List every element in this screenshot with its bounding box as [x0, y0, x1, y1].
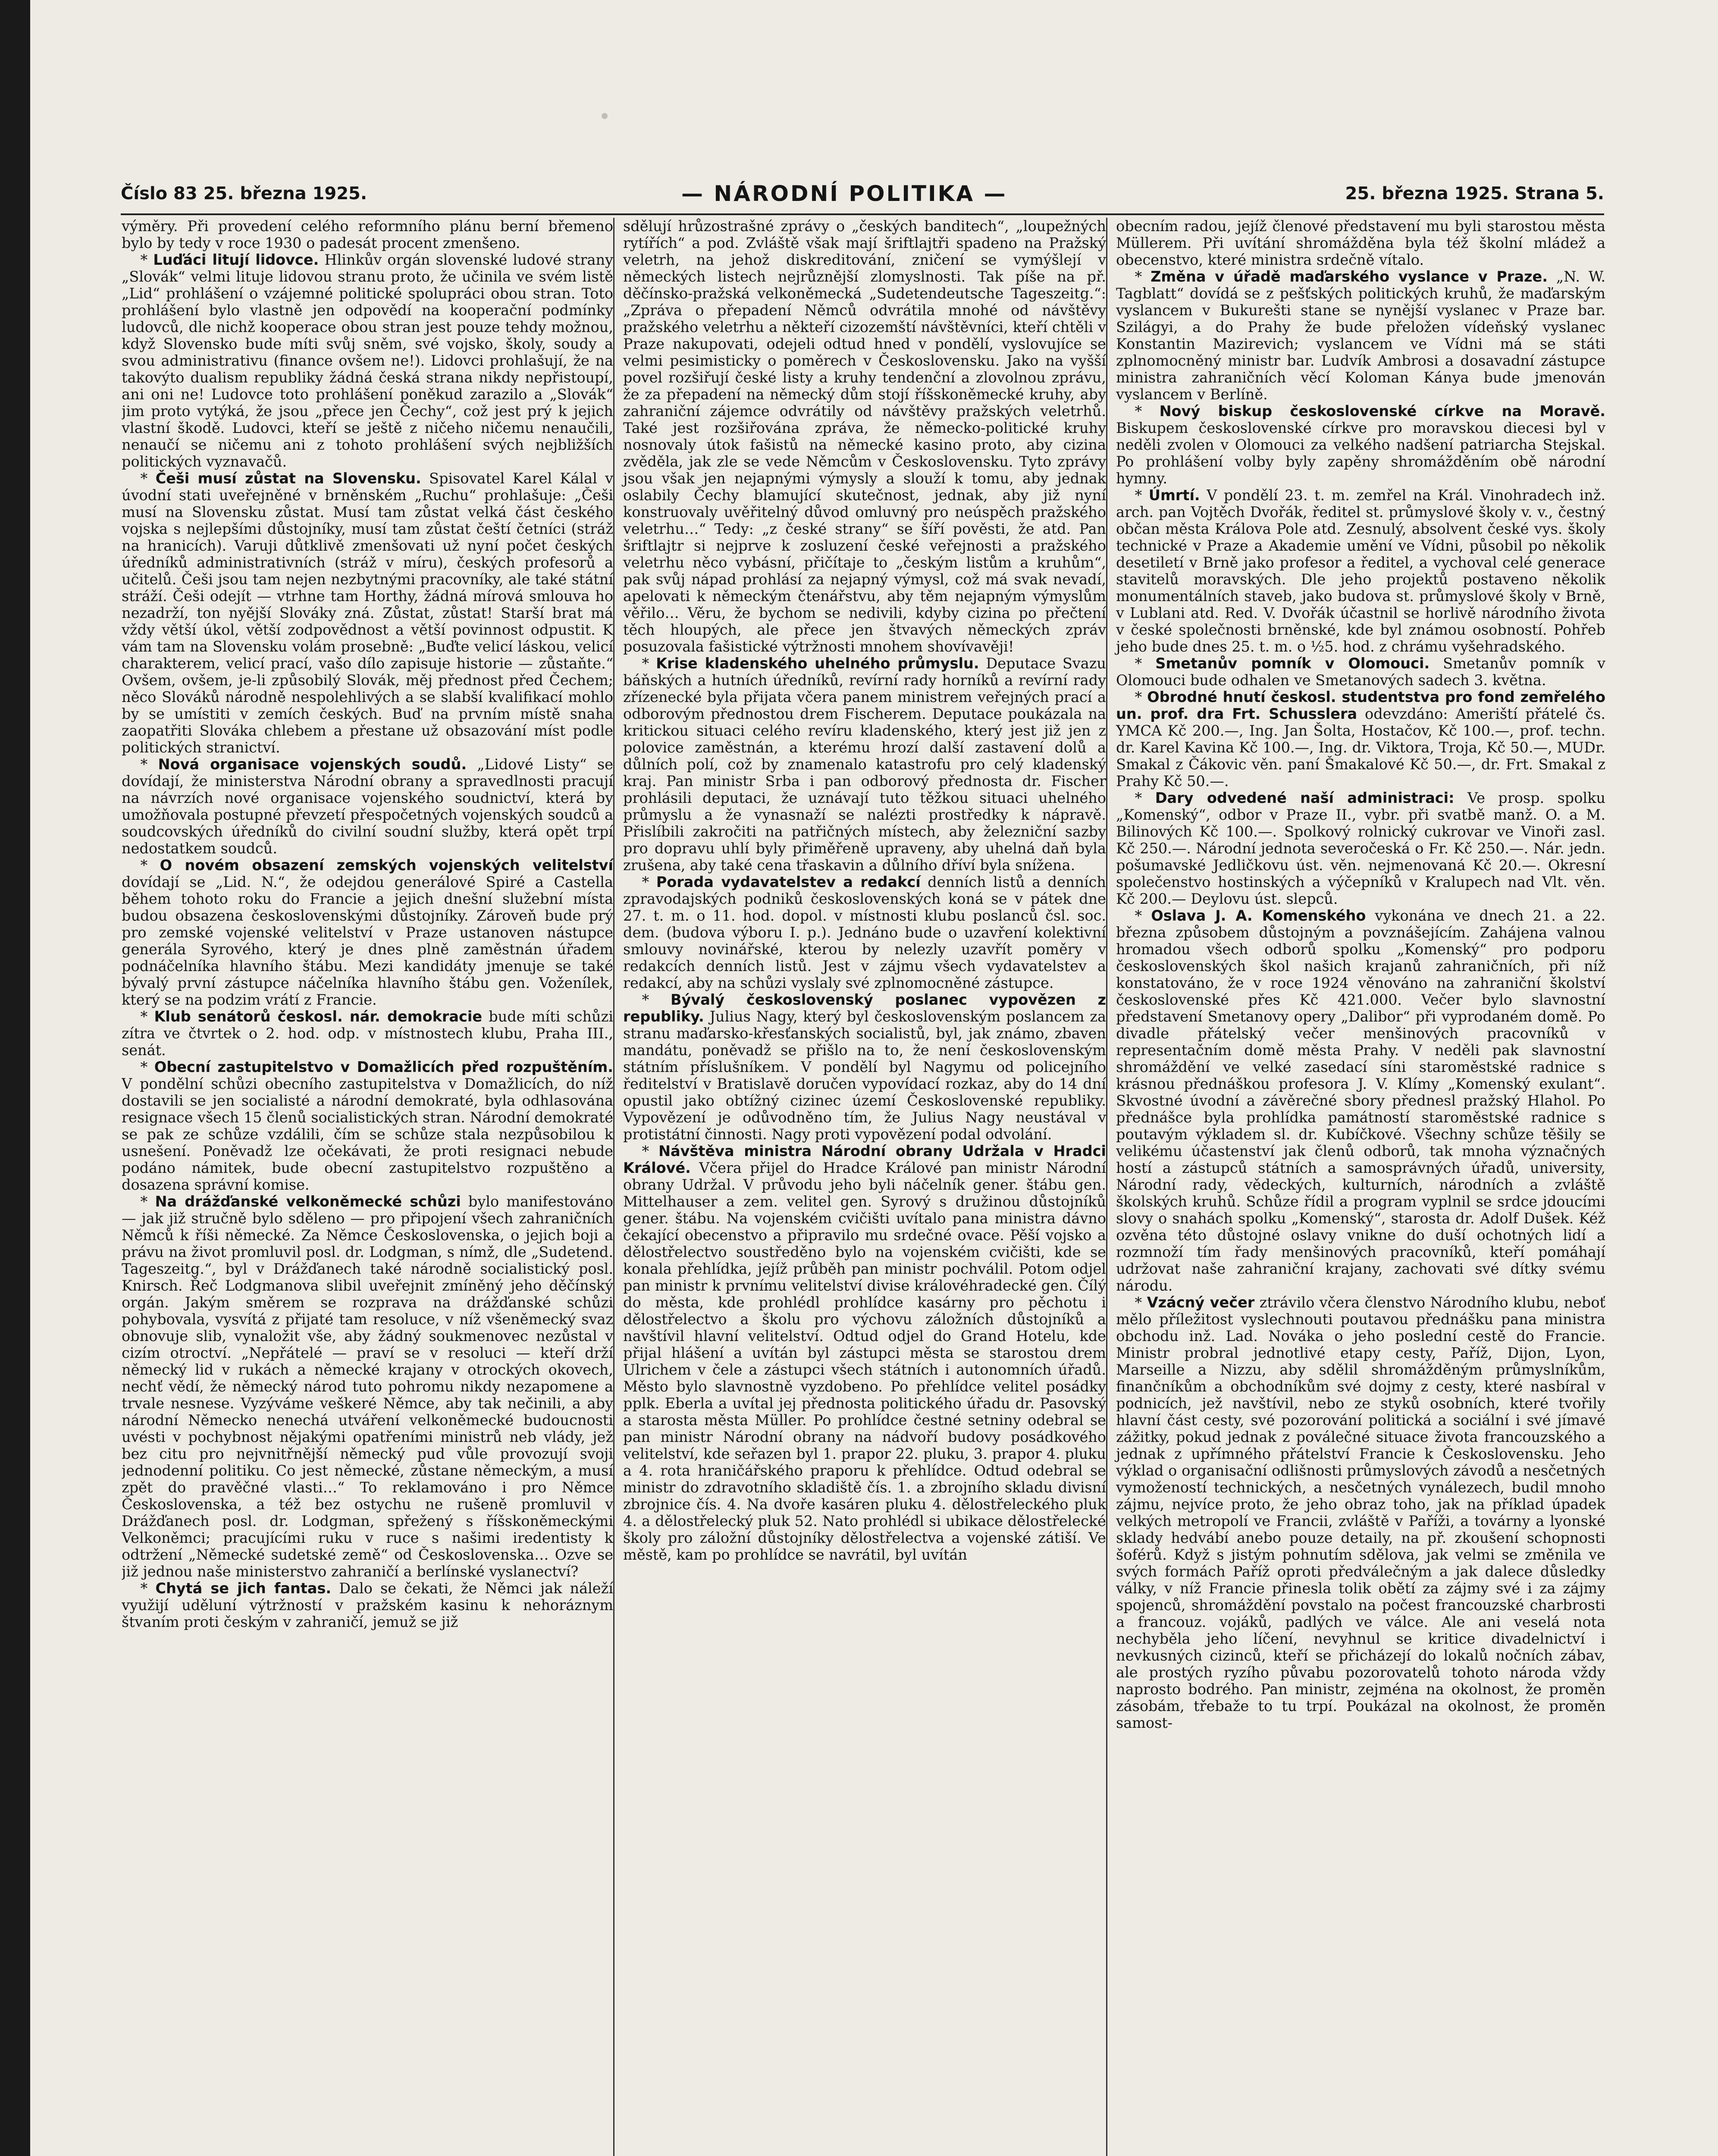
article-text: ztrávilo včera členstvo Národního klubu, neboť mělo příležitost vyslechnouti poutavou přednášku pana ministra obchodu inž. Lad. Nováka o jeho poslední cestě do Francie. Ministr probral jednotlivé etapy cesty, Paříž, Dijon, Lyon, Marseille a Nizzu, aby sdělil shromážděným průmyslníkům, finančníkům a obchodníkům své dojmy z cesty, které nasbíral v podnicích, jež navštívil, nebo ze styků osobních, které tvořily hlavní část cesty, své pozorování politická a sociální i své jímavé zážitky, pokud jednak z poválečné situace života francouzského a jednak z upřímného přátelství Francie k Československu. Jeho výklad o organisační odlišnosti průmyslových závodů a nesčetných vymožeností technických, a nesčetných vynálezech, budil mnoho zájmu, nejvíce proto, že jeho obraz toho, jak na příklad úpadek velkých metropolí ve Francii, zvláště v Paříži, a továrny a lyonské sklady hedvábí anebo pouze detaily, na př. zkoušení schopnosti šoférů. Když s jistým pohnutím sdělova, jak velmi se změnila ve svých formách Paříž oproti předválečným a jak dalece důsledky války, v níž Francie přinesla tolik obětí za zájmy své i za zájmy spojenců, shromáždění povstalo na počest francouzské charbrosti a francouz. vojáků, padlých ve válce. Ale ani veselá nota nechyběla jeho líčení, nevyhnul se kritice divadelnictví i nevkusných cizinců, kteří se přicházejí do lokalů nočních zábav, ale prostých ryzího půvabu pozorovatelů tohoto národa vždy naprosto bodrého. Pan ministr, zejména na okolnost, že proměn zásobám, třebaže to tu trpí. Poukázal na okolnost, že proměn samost- — [1116, 1294, 1605, 1731]
article-text: Ve prosp. spolku „Komenský“, odbor v Praze II., vybr. při svatbě manž. O. a M. Bilinových Kč 100.—. Spolkový rolnický cukrovar ve Vinoři zasl. Kč 250.—. Národní jednota severočeská o Fr. Kč 250.—. Nár. jedn. pošumavské Jedličkovu úst. věn. nejmenovaná Kč 20.—. Okresní společenstvo hostinských a výčepníků v Kralupech nad Vlt. věn. Kč 200.— Deylovu úst. slepců. — [1116, 790, 1605, 907]
article-text: vykonána ve dnech 21. a 22. března způsobem důstojným a povznášejícím. Zahájena valnou hromadou všech odborů spolku „Komenský“ pro podporu československých škol našich krajanů zahraničních, při níž konstatováno, že v roce 1924 věnováno na zahraniční školství československé přes Kč 421.000. Večer bylo slavnostní představení Smetanovy opery „Dalibor“ při vyprodaném domě. Po divadle přátelský večer menšinových pracovníků v representačním domě města Prahy. V neděli pak slavnostní shromáždění ve velké zasedací síni staroměstské radnice s krásnou přednáškou profesora J. V. Klímy „Komenský exulant“. Skvostné úvodní a závěrečné sbory přednesl pražský Hlahol. Po přednášce byla prohlídka památností staroměstské radnice s poutavým výkladem sl. dr. Kubíčkové. Všechny schůze těšily se velikému účastenství jak členů odborů, tak mnoha význačných hostí a zástupců státních a samosprávných úřadů, university, Národní rady, vědeckých, kulturních, národních a zvláště školských kruhů. Schůze řídil a program vyplnil se srdce jdoucími slovy o snahách spolku „Komenský“, starosta dr. Adolf Dušek. Kéž ozvěna této důstojné oslavy vnikne do duší ochotných lidí a rozmnoží tím řady menšinových pracovníků, kteří pomáhají udržovat naše zahraniční krajany, zachovati své dítky svému národu. — [1116, 907, 1605, 1294]
article-heading: O novém obsazení zemských vojenských velitelství — [160, 857, 613, 874]
article-text: bylo manifestováno — jak již stručně bylo sděleno — pro připojení všech zahraničních Němců k říši německé. Za Němce Československa, o jejich boji a právu na život promluvil posl. dr. Lodgman, s nímž, dle „Sudetend. Tageszeitg.“, byl v Drážďanech také národně socialistický posl. Knirsch. Řeč Lodgmanova slibil uveřejnit zmíněný jeho děčínský orgán. Jakým směrem se rozprava na drážďanské schůzi pohybovala, vysvítá z přijaté tam resoluce, v níž všeněmecký svaz obnovuje slib, vynaložit vše, aby žádný soukmenovec nezůstal v cizím otroctví. „Nepřátelé — praví se v resoluci — kteří drží německý lid v rukách a německé krajany v otrockých okovech, nechť vědí, že německý národ tuto pohromu nikdy nezapomene a trvale nesnese. Vyzýváme veškeré Němce, aby tak nečinili, a aby národní Německo nenechá utváření velkoněmecké budoucnosti uvésti v pochybnost nějakými opatřeními ministrů neb vlády, jež bez citu pro nejvnitřnější německý pud vůle provozují svoji jednodenní politiku. Co jest německé, zůstane německým, a musí zpět do pravěčné vlasti…“ To reklamováno i pro Němce Československa, a též bez ostychu ne rušeně promluvil v Drážďanech posl. dr. Lodgman, spřežený s říšskoněmeckými Velkoněmci; pracujícími ruku v ruce s našimi iredentisty k odtržení „Německé sudetské země“ od Československa… Ozve se již jednou naše ministerstvo zahraničí a berlínské vyslanectví? — [122, 1193, 613, 1580]
article-paragraph: * Smetanův pomník v Olomouci. Smetanův pomník v Olomouci bude odhalen ve Smetanových sadech 3. května. — [1116, 655, 1605, 689]
article-heading: Změna v úřadě maďarského vyslance v Praze. — [1151, 268, 1548, 285]
article-paragraph: * Nový biskup československé církve na Moravě. Biskupem československé církve pro moravskou diecesi byl v neděli zvolen v Olomouci za velkého nadšení patriarcha Stejskal. Po prohlášení volby byly zapěny shromážděním obě národní hymny. — [1116, 403, 1605, 487]
page-number: 25. března 1925. Strana 5. — [1345, 184, 1604, 204]
article-heading: Úmrtí. — [1148, 487, 1200, 504]
article-paragraph: * Obecní zastupitelstvo v Domažlicích před rozpuštěním. V pondělní schůzi obecního zastupitelstva v Domažlicích, do níž dostavili se jen socialisté a národní demokraté, byla odhlasována resignace všech 15 členů socialistických stran. Národní demokraté se pak ze schůze vzdálili, čím se schůze stala nezpůsobilou k usnešení. Poněvadž lze očekávati, že proti resignaci nebude podáno námitek, bude obecní zastupitelstvo rozpuštěno a dosazena správní komise. — [122, 1059, 613, 1193]
article-heading: Dary odvedené naší administraci: — [1155, 790, 1455, 806]
column-2 — [613, 218, 1106, 2156]
article-text: „N. W. Tagblatt“ dovídá se z pešťských politických kruhů, že maďarským vyslancem v Bukurešti stane se nynější vyslanec v Praze bar. Szilágyi, a do Prahy že bude přeložen vídeňský vyslanec Konstantin Mazirevich; vyslancem ve Vídni má se státi zplnomocněný ministr bar. Ludvík Ambrosi a dosavadní zástupce ministra zahraničních věcí Koloman Kánya bude jmenován vyslancem v Berlíně. — [1116, 268, 1605, 403]
article-paragraph — [623, 218, 1106, 655]
article-paragraph: * Klub senátorů českosl. nár. demokracie bude míti schůzi zítra ve čtvrtek o 2. hod. odp. v místnostech klubu, Praha III., senát. — [122, 1008, 613, 1059]
article-heading: Vzácný večer — [1147, 1294, 1255, 1311]
article-paragraph: * Úmrtí. V pondělí 23. t. m. zemřel na Král. Vinohradech inž. arch. pan Vojtěch Dvořák, ředitel st. průmyslové školy v. v., čestný občan města Králova Pole atd. Zesnulý, absolvent české vys. školy technické v Praze a Akademie umění ve Vídni, působil po několik desetiletí v Brně jako profesor a ředitel, a vychoval celé generace stavitelů moravských. Dle jeho projektů postaveno několik monumentálních staveb, jako budova st. průmyslové školy v Brně, v Lublani atd. Red. V. Dvořák účastnil se horlivě národního života v české společnosti brněnské, kde byl známou osobností. Pohřeb jeho bude dnes 25. t. m. o ½5. hod. z chrámu vyšehradského. — [1116, 487, 1605, 655]
column-1 — [122, 218, 613, 2156]
article-paragraph: * Oslava J. A. Komenského vykonána ve dnech 21. a 22. března způsobem důstojným a povznášejícím. Zahájena valnou hromadou všech odborů spolku „Komenský“ pro podporu československých škol našich krajanů zahraničních, při níž konstatováno, že v roce 1924 věnováno na zahraniční školství československé přes Kč 421.000. Večer bylo slavnostní představení Smetanovy opery „Dalibor“ při vyprodaném domě. Po divadle přátelský večer menšinových pracovníků v representačním domě města Prahy. V neděli pak slavnostní shromáždění ve velké zasedací síni staroměstské radnice s krásnou přednáškou profesora J. V. Klímy „Komenský exulant“. Skvostné úvodní a závěrečné sbory přednesl pražský Hlahol. Po přednášce byla prohlídka památností staroměstské radnice s poutavým výkladem sl. dr. Kubíčkové. Všechny schůze těšily se velikému účastenství jak členů odborů, tak mnoha význačných hostí a zástupců státních a samosprávných úřadů, university, Národní rady, vědeckých, kulturních, národních a zvláště školských kruhů. Schůze řídil a program vyplnil se srdce jdoucími slovy o snahách spolku „Komenský“, starosta dr. Adolf Dušek. Kéž ozvěna této důstojné oslavy vnikne do duší ochotných lidí a rozmnoží tím řady menšinových pracovníků, kteří pomáhají udržovat naše zahraniční krajany, zachovati své dítky svému národu. — [1116, 907, 1605, 1294]
article-text: denních listů a denních zpravodajských podniků československých koná se v pátek dne 27. t. m. o 11. hod. dopol. v místnosti klubu poslanců čsl. soc. dem. (budova výboru I. p.). Jednáno bude o uzavření kolektivní smlouvy novinářské, kterou by nelezly uzavřít poměry v redakcích denních listů. Jest v zájmu všech vydavatelstev a redakcí, aby na schůzi vyslaly své zplnomocněné zástupce. — [623, 874, 1106, 991]
scan-edge — [0, 0, 30, 2156]
article-heading: Nová organisace vojenských soudů. — [158, 756, 467, 773]
article-text: Deputace Svazu báňských a hutních úředníků, revírní rady horníků a revírní rady zřízenecké byla přijata včera panem ministrem veřejných prací a odborovým přednostou drem Fischerem. Deputace poukázala na kritickou situaci celého revíru kladenského, který jest již jen z polovice zaměstnán, a kterému hrozí další zastavení dolů a důlních polí, což by znamenalo katastrofu pro celý kladenský kraj. Pan ministr Srba i pan odborový přednosta dr. Fischer prohlásili deputaci, že uznávají tuto těžkou situaci uhelného průmyslu a že vynasnaží se nalézti prostředky k nápravě. Přislíbili zakročiti na patřičných místech, aby železniční sazby pro dopravu uhlí byly přiměřeně upraveny, aby uhelná daň byla zrušena, aby také cena třaskavin a důlního dříví byla snížena. — [623, 655, 1106, 874]
article-paragraph: * Vzácný večer ztrávilo včera členstvo Národního klubu, neboť mělo příležitost vyslechnouti poutavou přednášku pana ministra obchodu inž. Lad. Nováka o jeho poslední cestě do Francie. Ministr probral jednotlivé etapy cesty, Paříž, Dijon, Lyon, Marseille a Nizzu, aby sdělil shromážděným průmyslníkům, finančníkům a obchodníkům své dojmy z cesty, které nasbíral v podnicích, jež navštívil, nebo ze styků osobních, které tvořily hlavní část cesty, své pozorování politická a sociální i své jímavé zážitky, pokud jednak z poválečné situace života francouzského a jednak z upřímného přátelství Francie k Československu. Jeho výklad o organisační odlišnosti průmyslových závodů a nesčetných vymožeností technických, a nesčetných vynálezech, budil mnoho zájmu, nejvíce proto, že jeho obraz toho, jak na příklad úpadek velkých metropolí ve Francii, zvláště v Paříži, a továrny a lyonské sklady hedvábí anebo pouze detaily, na př. zkoušení schopnosti šoférů. Když s jistým pohnutím sdělova, jak velmi se změnila ve svých formách Paříž oproti předválečným a jak dalece důsledky války, v níž Francie přinesla tolik obětí za zájmy své i za zájmy spojenců, shromáždění povstalo na počest francouzské charbrosti a francouz. vojáků, padlých ve válce. Ale ani veselá nota nechyběla jeho líčení, nevyhnul se kritice divadelnictví i nevkusných cizinců, kteří se přicházejí do lokalů nočních zábav, ale prostých ryzího půvabu pozorovatelů tohoto národa vždy naprosto bodrého. Pan ministr, zejména na okolnost, že proměn zásobám, třebaže to tu trpí. Poukázal na okolnost, že proměn samost- — [1116, 1294, 1605, 1731]
article-heading: Oslava J. A. Komenského — [1151, 907, 1366, 924]
article-paragraph — [1116, 218, 1605, 268]
article-text: Hlinkův orgán slovenské ludové strany „Slovák“ velmi lituje lidovou stranu proto, že učinila ve svém listě „Lid“ prohlášení o vzájemné politické spolupráci obou stran. Toto prohlášení bylo vlastně jen odpovědí na kooperační podmínky ludovců, dle nichž kooperace obou stran jest pouze tehdy možnou, když Slovensko bude míti svůj sněm, své vojsko, školy, soudy a svou administrativu (finance ovšem ne!). Lidovci prohlašují, že na takovýto dualism republiky žádná česká strana nikdy nepřistoupí, ani oni ne! Ludovce toto prohlášení poněkud zarazilo a „Slovák“ jim proto vytýká, že jsou „přece jen Čechy“, což jest prý k jejich vlastní škodě. Ludovci, kteří se ještě z ničeho ničemu nenaučili, nenaučí se ničemu ani z tohoto prohlášení svých nejbližších politických vyznavačů. — [122, 251, 613, 470]
article-text: Spisovatel Karel Kálal v úvodní stati uveřejněné v brněnském „Ruchu“ prohlašuje: „Češi musí na Slovensku zůstat. Musí tam zůstat velká část českého vojska s nejlepšími důstojníky, musí tam zůstat čeští četníci (stráž na hranicích). Varuji důtklivě zmenšovati už nyní počet českých úředníků administrativních (stráž v míru), českých profesorů a učitelů. Češi jsou tam nejen nezbytnými pracovníky, ale také státní stráží. Češi odejít — vtrhne tam Horthy, žádná mírová smlouva ho nezadrží, ton nyější Slováky zná. Zůstat, zůstat! Starší brat má vždy větší úkol, větší zodpovědnost a větší povinnost odpustit. K vám tam na Slovensku volám prosebně: „Buďte velicí láskou, velicí charakterem, velicí prací, vašo dílo zapisuje historie — zůstaňte.“ Ovšem, ovšem, je-li způsobilý Slovák, měj přednost před Čechem; něco Slováků národně nespolehlivých a se slabší kvalifikací mohlo by se umístiti v zemích českých. Buď na prvním místě snaha zaopatřiti Slováka chlebem a přestane už obsazování míst podle politických stranictví. — [122, 470, 613, 756]
article-paragraph: * Chytá se jich fantas. Dalo se čekati, že Němci jak náleží využijí uděluní výtržností v pražském kasinu k nehoráznym štvaním proti českým v zahraničí, jemuž se již — [122, 1580, 613, 1630]
article-paragraph: * Dary odvedené naší administraci: Ve prosp. spolku „Komenský“, odbor v Praze II., vybr. při svatbě manž. O. a M. Bilinových Kč 100.—. Spolkový rolnický cukrovar ve Vinoři zasl. Kč 250.—. Národní jednota severočeská o Fr. Kč 250.—. Nár. jedn. pošumavské Jedličkovu úst. věn. nejmenovaná Kč 20.—. Okresní společenstvo hostinských a výčepníků v Kralupech nad Vlt. věn. Kč 200.— Deylovu úst. slepců. — [1116, 790, 1605, 907]
article-heading: Chytá se jich fantas. — [155, 1580, 332, 1597]
article-paragraph: * Na drážďanské velkoněmecké schůzi bylo manifestováno — jak již stručně bylo sděleno — pro připojení všech zahraničních Němců k říši německé. Za Němce Československa, o jejich boji a právu na život promluvil posl. dr. Lodgman, s nímž, dle „Sudetend. Tageszeitg.“, byl v Drážďanech také národně socialistický posl. Knirsch. Řeč Lodgmanova slibil uveřejnit zmíněný jeho děčínský orgán. Jakým směrem se rozprava na drážďanské schůzi pohybovala, vysvítá z přijaté tam resoluce, v níž všeněmecký svaz obnovuje slib, vynaložit vše, aby žádný soukmenovec nezůstal v cizím otroctví. „Nepřátelé — praví se v resoluci — kteří drží německý lid v rukách a německé krajany v otrockých okovech, nechť vědí, že německý národ tuto pohromu nikdy nezapomene a trvale nesnese. Vyzýváme veškeré Němce, aby tak nečinili, a aby národní Německo nenechá utváření velkoněmecké budoucnosti uvésti v pochybnost nějakými opatřeními ministrů neb vlády, jež bez citu pro nejvnitřnější německý pud vůle provozují svoji jednodenní politiku. Co jest německé, zůstane německým, a musí zpět do pravěčné vlasti…“ To reklamováno i pro Němce Československa, a též bez ostychu ne rušeně promluvil v Drážďanech posl. dr. Lodgman, spřežený s říšskoněmeckými Velkoněmci; pracujícími ruku v ruce s našimi iredentisty k odtržení „Německé sudetské země“ od Československa… Ozve se již jednou naše ministerstvo zahraničí a berlínské vyslanectví? — [122, 1193, 613, 1580]
page-header — [121, 176, 1604, 215]
masthead-title: — NÁRODNÍ POLITIKA — — [681, 181, 1007, 206]
ink-spot — [602, 113, 608, 119]
article-paragraph: * Obrodné hnutí českosl. studentstva pro fond zemřelého un. prof. dra Frt. Schusslera odevzdáno: Ameriští přátelé čs. YMCA Kč 200.—, Ing. Jan Šolta, Hostačov, Kč 100.—, prof. techn. dr. Karel Kavina Kč 100.—, Ing. dr. Viktora, Troja, Kč 50.—, MUDr. Smakal z Čákovic věn. paní Šmakalové Kč 50.—, dr. Frt. Smakal z Prahy Kč 50.—. — [1116, 689, 1605, 790]
column-3 — [1106, 218, 1605, 2156]
article-paragraph: * Bývalý československý poslanec vypovězen z republiky. Julius Nagy, který byl československým poslancem za stranu maďarsko-křesťanských socialistů, byl, jak známo, zbaven mandátu, poněvadž se přišlo na to, že není československým státním příslušníkem. V pondělí byl Nagymu od policejního ředitelství v Bratislavě doručen vypovídací rozkaz, aby do 14 dní opustil jako obtížný cizinec území Československé republiky. Vypovězení je odůvodněno tím, že Julius Nagy neustával v protistátní činnosti. Nagy proti vypovězení podal odvolání. — [623, 991, 1106, 1143]
article-text: odevzdáno: Ameriští přátelé čs. YMCA Kč 200.—, Ing. Jan Šolta, Hostačov, Kč 100.—, prof. techn. dr. Karel Kavina Kč 100.—, Ing. dr. Viktora, Troja, Kč 50.—, MUDr. Smakal z Čákovic věn. paní Šmakalové Kč 50.—, dr. Frt. Smakal z Prahy Kč 50.—. — [1116, 705, 1605, 790]
article-heading: Obecní zastupitelstvo v Domažlicích před rozpuštěním. — [154, 1059, 613, 1075]
article-paragraph — [122, 218, 613, 251]
article-text: dovídají se „Lid. N.“, že odejdou generálové Spiré a Castella během tohoto roku do Francie a jejich dnešní služební místa budou obsazena československými důstojníky. Zároveň bude prý pro zemské vojenské velitelství v Praze ustanoven nástupce generála Syrového, který je dnes plně zaměstnán úřadem podnáčelníka hlavního štábu. Mezi kandidáty jmenuje se také bývalý první zástupce náčelníka hlavního štábu gen. Voženílek, který se na podzim vrátí z Francie. — [122, 874, 613, 1008]
article-paragraph: * Změna v úřadě maďarského vyslance v Praze. „N. W. Tagblatt“ dovídá se z pešťských politických kruhů, že maďarským vyslancem v Bukurešti stane se nynější vyslanec v Praze bar. Szilágyi, a do Prahy že bude přeložen vídeňský vyslanec Konstantin Mazirevich; vyslancem ve Vídni má se státi zplnomocněný ministr bar. Ludvík Ambrosi a dosavadní zástupce ministra zahraničních věcí Koloman Kánya bude jmenován vyslancem v Berlíně. — [1116, 268, 1605, 403]
article-text: Biskupem československé církve pro moravskou diecesi byl v neděli zvolen v Olomouci za velkého nadšení patriarcha Stejskal. Po prohlášení volby byly zapěny shromážděním obě národní hymny. — [1116, 420, 1605, 487]
article-heading: Nový biskup československé církve na Moravě. — [1159, 403, 1605, 420]
article-text: Julius Nagy, který byl československým poslancem za stranu maďarsko-křesťanských socialistů, byl, jak známo, zbaven mandátu, poněvadž se přišlo na to, že není československým státním příslušníkem. V pondělí byl Nagymu od policejního ředitelství v Bratislavě doručen vypovídací rozkaz, aby do 14 dní opustil jako obtížný cizinec území Československé republiky. Vypovězení je odůvodněno tím, že Julius Nagy neustával v protistátní činnosti. Nagy proti vypovězení podal odvolání. — [623, 1008, 1106, 1143]
article-paragraph: * Návštěva ministra Národní obrany Udržala v Hradci Králové. Včera přijel do Hradce Králové pan ministr Národní obrany Udržal. V průvodu jeho byli náčelník gener. štábu gen. Mittelhauser a zem. velitel gen. Syrový s družinou důstojníků gener. štábu. Na vojenském cvičišti uvítalo pana ministra dávno čekající obecenstvo a připravilo mu srdečné ovace. Pěší vojsko a dělostřelectvo soustředěno bylo na vojenském cvičišti, kde se konala přehlídka, jejíž průběh pan ministr pochválil. Potom odjel pan ministr k prvnímu velitelství divise královéhradecké gen. Čílý do města, kde prohlédl prohlídce kasárny pro pěchotu i dělostřelectvo a školu pro výchovu záložních důstojníků a navštívil hlavní velitelství. Odtud odjel do Grand Hotelu, kde přijal hlášení a uvítán byl zástupci města se starostou drem Ulrichem v čele a zástupci všech státních i autonomních úřadů. Město bylo slavnostně vyzdobeno. Po přehlídce velitel posádky pplk. Eberla a uvítal jej přednosta politického úřadu dr. Pasovský a starosta města Müller. Po prohlídce čestné setniny odebral se pan ministr Národní obrany na nádvoří budovy posádkového velitelství, kde seřazen byl 1. prapor 22. pluku, 3. prapor 4. pluku a 4. rota hraničářského praporu k přehlídce. Odtud odebral se ministr do zdravotního skladiště čís. 1. a zbrojního skladu divisní zbrojnice čís. 4. Na dvoře kasáren pluku 4. dělostřeleckého pluk 4. a dělostřelecký pluk 52. Nato prohlédl si ubikace dělostřelecké školy pro záložní důstojníky dělostřelectva a vojenské zátiší. Ve městě, kam po prohlídce se navrátil, byl uvítán — [623, 1143, 1106, 1563]
article-heading: Češi musí zůstat na Slovensku. — [155, 470, 421, 487]
article-paragraph: * Češi musí zůstat na Slovensku. Spisovatel Karel Kálal v úvodní stati uveřejněné v brněnském „Ruchu“ prohlašuje: „Češi musí na Slovensku zůstat. Musí tam zůstat velká část českého vojska s nejlepšími důstojníky, musí tam zůstat čeští četníci (stráž na hranicích). Varuji důtklivě zmenšovati už nyní počet českých úředníků administrativních (stráž v míru), českých profesorů a učitelů. Češi jsou tam nejen nezbytnými pracovníky, ale také státní stráží. Češi odejít — vtrhne tam Horthy, žádná mírová smlouva ho nezadrží, ton nyější Slováky zná. Zůstat, zůstat! Starší brat má vždy větší úkol, větší zodpovědnost a větší povinnost odpustit. K vám tam na Slovensku volám prosebně: „Buďte velicí láskou, velicí charakterem, velicí prací, vašo dílo zapisuje historie — zůstaňte.“ Ovšem, ovšem, je-li způsobilý Slovák, měj přednost před Čechem; něco Slováků národně nespolehlivých a se slabší kvalifikací mohlo by se umístiti v zemích českých. Buď na prvním místě snaha zaopatřiti Slováka chlebem a přestane už obsazování míst podle politických stranictví. — [122, 470, 613, 756]
article-paragraph: * Porada vydavatelstev a redakcí denních listů a denních zpravodajských podniků československých koná se v pátek dne 27. t. m. o 11. hod. dopol. v místnosti klubu poslanců čsl. soc. dem. (budova výboru I. p.). Jednáno bude o uzavření kolektivní smlouvy novinářské, kterou by nelezly uzavřít poměry v redakcích denních listů. Jest v zájmu všech vydavatelstev a redakcí, aby na schůzi vyslaly své zplnomocněné zástupce. — [623, 874, 1106, 991]
article-text: V pondělí 23. t. m. zemřel na Král. Vinohradech inž. arch. pan Vojtěch Dvořák, ředitel st. průmyslové školy v. v., čestný občan města Králova Pole atd. Zesnulý, absolvent české vys. školy technické v Praze a Akademie umění ve Vídni, působil po několik desetiletí v Brně jako profesor a ředitel, a vychoval celé generace stavitelů moravských. Dle jeho projektů postaveno několik monumentálních staveb, jako budova st. průmyslové školy v Brně, v Lublani atd. Red. V. Dvořák účastnil se horlivě národního života v české společnosti brněnské, kde byl známou osobností. Pohřeb jeho bude dnes 25. t. m. o ½5. hod. z chrámu vyšehradského. — [1116, 487, 1605, 655]
article-heading: Na drážďanské velkoněmecké schůzi — [155, 1193, 461, 1210]
article-paragraph: * O novém obsazení zemských vojenských velitelství dovídají se „Lid. N.“, že odejdou generálové Spiré a Castella během tohoto roku do Francie a jejich dnešní služební místa budou obsazena československými důstojníky. Zároveň bude prý pro zemské vojenské velitelství v Praze ustanoven nástupce generála Syrového, který je dnes plně zaměstnán úřadem podnáčelníka hlavního štábu. Mezi kandidáty jmenuje se také bývalý první zástupce náčelníka hlavního štábu gen. Voženílek, který se na podzim vrátí z Francie. — [122, 857, 613, 1008]
article-heading: Luďáci litují lidovce. — [153, 251, 319, 268]
article-text: Dalo se čekati, že Němci jak náleží využijí uděluní výtržností v pražském kasinu k nehoráznym štvaním proti českým v zahraničí, jemuž se již — [122, 1580, 613, 1630]
article-heading: Bývalý československý poslanec vypovězen z republiky. — [623, 991, 1106, 1025]
article-heading: Návštěva ministra Národní obrany Udržala v Hradci Králové. — [623, 1143, 1106, 1176]
article-text: Smetanův pomník v Olomouci bude odhalen ve Smetanových sadech 3. května. — [1116, 655, 1605, 689]
article-heading: Porada vydavatelstev a redakcí — [656, 874, 921, 890]
article-paragraph: * Luďáci litují lidovce. Hlinkův orgán slovenské ludové strany „Slovák“ velmi lituje lidovou stranu proto, že učinila ve svém listě „Lid“ prohlášení o vzájemné politické spolupráci obou stran. Toto prohlášení bylo vlastně jen odpovědí na kooperační podmínky ludovců, dle nichž kooperace obou stran jest pouze tehdy možnou, když Slovensko bude míti svůj sněm, své vojsko, školy, soudy a svou administrativu (finance ovšem ne!). Lidovci prohlašují, že na takovýto dualism republiky žádná česká strana nikdy nepřistoupí, ani oni ne! Ludovce toto prohlášení poněkud zarazilo a „Slovák“ jim proto vytýká, že jsou „přece jen Čechy“, což jest prý k jejich vlastní škodě. Ludovci, kteří se ještě z ničeho ničemu nenaučili, nenaučí se ničemu ani z tohoto prohlášení svých nejbližších politických vyznavačů. — [122, 251, 613, 470]
article-heading: Krise kladenského uhelného průmyslu. — [656, 655, 979, 672]
article-text: Včera přijel do Hradce Králové pan ministr Národní obrany Udržal. V průvodu jeho byli náčelník gener. štábu gen. Mittelhauser a zem. velitel gen. Syrový s družinou důstojníků gener. štábu. Na vojenském cvičišti uvítalo pana ministra dávno čekající obecenstvo a připravilo mu srdečné ovace. Pěší vojsko a dělostřelectvo soustředěno bylo na vojenském cvičišti, kde se konala přehlídka, jejíž průběh pan ministr pochválil. Potom odjel pan ministr k prvnímu velitelství divise královéhradecké gen. Čílý do města, kde prohlédl prohlídce kasárny pro pěchotu i dělostřelectvo a školu pro výchovu záložních důstojníků a navštívil hlavní velitelství. Odtud odjel do Grand Hotelu, kde přijal hlášení a uvítán byl zástupci města se starostou drem Ulrichem v čele a zástupci všech státních i autonomních úřadů. Město bylo slavnostně vyzdobeno. Po přehlídce velitel posádky pplk. Eberla a uvítal jej přednosta politického úřadu dr. Pasovský a starosta města Müller. Po prohlídce čestné setniny odebral se pan ministr Národní obrany na nádvoří budovy posádkového velitelství, kde seřazen byl 1. prapor 22. pluku, 3. prapor 4. pluku a 4. rota hraničářského praporu k přehlídce. Odtud odebral se ministr do zdravotního skladiště čís. 1. a zbrojního skladu divisní zbrojnice čís. 4. Na dvoře kasáren pluku 4. dělostřeleckého pluk 4. a dělostřelecký pluk 52. Nato prohlédl si ubikace dělostřelecké školy pro záložní důstojníky dělostřelectva a vojenské zátiší. Ve městě, kam po prohlídce se navrátil, byl uvítán — [623, 1159, 1106, 1563]
issue-date: Číslo 83 25. března 1925. — [121, 184, 367, 204]
article-paragraph: * Krise kladenského uhelného průmyslu. Deputace Svazu báňských a hutních úředníků, revírní rady horníků a revírní rady zřízenecké byla přijata včera panem ministrem veřejných prací a odborovým přednostou drem Fischerem. Deputace poukázala na kritickou situaci celého revíru kladenského, který jest již jen z polovice zaměstnán, a kterému hrozí další zastavení dolů a důlních polí, což by znamenalo katastrofu pro celý kladenský kraj. Pan ministr Srba i pan odborový přednosta dr. Fischer prohlásili deputaci, že uznávají tuto těžkou situaci uhelného průmyslu a že vynasnaží se nalézti prostředky k nápravě. Přislíbili zakročiti na patřičných místech, aby železniční sazby pro dopravu uhlí byly přiměřeně upraveny, aby uhelná daň byla zrušena, aby také cena třaskavin a důlního dříví byla snížena. — [623, 655, 1106, 874]
article-paragraph: * Nová organisace vojenských soudů. „Lidové Listy“ se dovídají, že ministerstva Národní obrany a spravedlnosti pracují na návrzích nové organisace vojenského soudnictví, která by umožňovala postupné převzetí přespočetných vojenských soudců a soudcovských úředníků do civilní soudní služby, která opět trpí nedostatkem soudců. — [122, 756, 613, 857]
article-text: výměry. Při provedení celého reformního plánu berní břemeno bylo by tedy v roce 1930 o padesát procent zmenšeno. — [122, 218, 613, 251]
article-heading: Smetanův pomník v Olomouci. — [1155, 655, 1430, 672]
article-text: obecním radou, jejíž členové představení mu byli starostou města Müllerem. Při uvítání shromážděna byla též školní mládež a obecenstvo, které ministra srdečně vítalo. — [1116, 218, 1605, 268]
header-rule — [121, 213, 1604, 215]
article-heading: Obrodné hnutí českosl. studentstva pro fond zemřelého un. prof. dra Frt. Schusslera — [1116, 689, 1605, 722]
article-text: V pondělní schůzi obecního zastupitelstva v Domažlicích, do níž dostavili se jen socialisté a národní demokraté, byla odhlasována resignace všech 15 členů socialistických stran. Národní demokraté se pak ze schůze vzdálili, čím se schůze stala nezpůsobilou k usnešení. Poněvadž lze očekávati, že proti resignaci nebude podáno námitek, bude obecní zastupitelstvo rozpuštěno a dosazena správní komise. — [122, 1075, 613, 1193]
article-text: „Lidové Listy“ se dovídají, že ministerstva Národní obrany a spravedlnosti pracují na návrzích nové organisace vojenského soudnictví, která by umožňovala postupné převzetí přespočetných vojenských soudců a soudcovských úředníků do civilní soudní služby, která opět trpí nedostatkem soudců. — [122, 756, 613, 857]
article-text: bude míti schůzi zítra ve čtvrtek o 2. hod. odp. v místnostech klubu, Praha III., senát. — [122, 1008, 613, 1059]
article-text: sdělují hrůzostrašné zprávy o „českých banditech“, „loupežných rytířích“ a pod. Zvláště však mají šriftlajtři spadeno na Pražský veletrh, na jehož diskreditování, zničení se vymýšlejí v německých listech nejrůznější zlomyslnosti. Tak píše na př. děčínsko-pražská velkoněmecká „Sudetendeutsche Tageszeitg.“: „Zpráva o přepadení Němců odvrátila mnohé od návštěvy pražského veletrhu a někteří cizozemští návštěvníci, kteří chtěli v Praze nakupovati, odejeli odtud hned v pondělí, vyslovujíce se velmi pesimisticky o poměrech v Československu. Jako na vyšší povel rozšiřují české listy a kruhy tendenční a zlovolnou zprávu, že za přepadení na německý dům stojí říšskoněmecké kruhy, aby zahraniční zájemce odvrátily od návštěvy pražských veletrhů. Také jest rozšiřována zpráva, že německo-politické kruhy nosnovaly útok fašistů na německé kasino proto, aby cizina zvěděla, jak zle se vede Němcům v Československu. Tyto zprávy jsou však jen nejapnými výmysly a slouží k tomu, aby jednak oslabily Čechy blamující skutečnost, jednak, aby již nyní konstruovaly uvěřitelný důvod omluvný pro neúspěch pražského veletrhu…“ Tedy: „z české strany“ se šíří pověsti, že atd. Pan šriftlajtr si nejprve k zosluzení české veřejnosti a pražského veletrhu něco vybásní, přičítaje to „českým listům a kruhům“, pak svůj nápad prohlásí za nejapný výmysl, což má svak nevadí, apelovati k německým čtenářstvu, aby těm nejapným výmyslům věřilo… Věru, že bychom se nedivili, kdyby cizina po přečtení těch hloupých, ale přece jen štvavých německých zpráv posuzovala fašistické výtržnosti mnohem shovívavěji! — [623, 218, 1106, 655]
article-heading: Klub senátorů českosl. nár. demokracie — [154, 1008, 483, 1025]
